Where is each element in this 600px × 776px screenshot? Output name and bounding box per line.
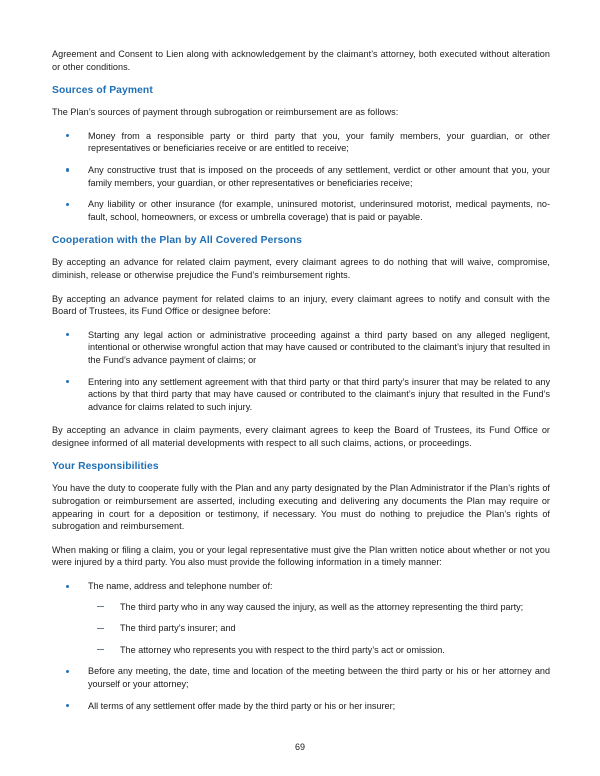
list-item xyxy=(52,376,550,414)
responsibilities-list xyxy=(52,580,550,712)
list-item xyxy=(52,164,550,189)
list-item xyxy=(52,700,550,713)
bullet-dot-icon xyxy=(66,704,69,707)
bullet-dot-icon xyxy=(66,380,69,383)
list-item-text: Any constructive trust that is imposed on the proceeds of any settlement, verdict or other amount that you, your family members, your guardian, or other representatives or beneficiaries receive; xyxy=(88,164,550,188)
cooperation-list xyxy=(52,329,550,414)
dash-bullet-icon xyxy=(97,606,104,607)
list-item-text: Money from a responsible party or third party that you, your family members, your guardian, or other representatives or beneficiaries receive or are entitled to receive; xyxy=(88,130,550,154)
nested-sub-list-wrapper xyxy=(88,601,550,657)
list-item xyxy=(52,665,550,690)
sources-of-payment-list xyxy=(52,130,550,224)
cooperation-paragraph-3: By accepting an advance in claim payments, every claimant agrees to keep the Board of Trustees, its Fund Office or designee informed of all material developments with respect to all such claims, actions, or proceedings. xyxy=(52,425,550,448)
page-content xyxy=(52,48,550,723)
cooperation-paragraph-1: By accepting an advance for related claim payment, every claimant agrees to do nothing that will waive, compromise, diminish, release or otherwise prejudice the Fund’s reimbursement rights. xyxy=(52,257,550,280)
responsibilities-paragraph-2: When making or filing a claim, you or your legal representative must give the Plan written notice about whether or not you were injured by a third party. You also must provide the following information in a timely manner: xyxy=(52,544,550,568)
bullet-dot-icon xyxy=(66,585,69,588)
heading-cooperation-with-the-plan: Cooperation with the Plan by All Covered Persons xyxy=(52,235,303,247)
list-item xyxy=(52,198,550,223)
dash-bullet-icon xyxy=(97,628,104,629)
list-item xyxy=(88,644,550,657)
list-item-text: The name, address and telephone number of: xyxy=(88,581,273,592)
list-item-text: Starting any legal action or administrative proceeding against a third party based on any alleged negligent, intentional or otherwise wrongful action that may have caused or contributed to the claimant’s injury that resulted in the Fund’s advance payment of claims; or xyxy=(88,329,550,365)
bullet-dot-icon xyxy=(66,168,69,171)
page-number: 69 xyxy=(294,742,305,752)
sources-lead-in-paragraph: The Plan’s sources of payment through subrogation or reimbursement are as follows: xyxy=(52,107,399,118)
dash-bullet-icon xyxy=(97,649,104,650)
list-item xyxy=(52,580,550,656)
list-item xyxy=(88,601,550,614)
list-item xyxy=(88,622,550,635)
bullet-dot-icon xyxy=(66,670,69,673)
bullet-dot-icon xyxy=(66,134,69,137)
bullet-dot-icon xyxy=(66,333,69,336)
list-item-text: All terms of any settlement offer made by the third party or his or her insurer; xyxy=(88,700,396,711)
list-item-text: The attorney who represents you with respect to the third party’s act or omission. xyxy=(120,644,445,655)
list-item-text: The third party’s insurer; and xyxy=(120,623,236,634)
responsibilities-sub-list xyxy=(88,601,550,657)
list-item-text: Entering into any settlement agreement with that third party or that third party’s insurer that may be related to any actions by that third party that may have caused or contributed to the claimant’s injury that resulted in the Fund’s advance for claims related to such injury. xyxy=(88,376,550,412)
responsibilities-paragraph-1: You have the duty to cooperate fully with the Plan and any party designated by the Plan Administrator if the Plan’s rights of subrogation or reimbursement are asserted, including executing and delivering any documents the Plan may require or appearing in court for a deposition or testimony, if necessary. You must do nothing to prejudice the Plan’s rights of subrogation and reimbursement. xyxy=(52,483,550,532)
intro-paragraph: Agreement and Consent to Lien along with acknowledgement by the claimant’s attorney, both executed without alteration or other conditions. xyxy=(52,49,550,72)
heading-sources-of-payment: Sources of Payment xyxy=(52,85,153,97)
list-item-text: Any liability or other insurance (for example, uninsured motorist, underinsured motorist, medical payments, no-fault, school, homeowners, or excess or umbrella coverage) that is paid or payable. xyxy=(88,199,550,222)
cooperation-paragraph-2: By accepting an advance payment for related claims to an injury, every claimant agrees to notify and consult with the Board of Trustees, its Fund Office or designee before: xyxy=(52,293,550,317)
heading-your-responsibilities: Your Responsibilities xyxy=(52,461,159,473)
list-item xyxy=(52,130,550,155)
list-item xyxy=(52,329,550,367)
bullet-dot-icon xyxy=(66,203,69,206)
list-item-text: The third party who in any way caused the injury, as well as the attorney representing the third party; xyxy=(120,601,524,612)
list-item-text: Before any meeting, the date, time and location of the meeting between the third party or his or her attorney and yourself or your attorney; xyxy=(88,666,550,689)
